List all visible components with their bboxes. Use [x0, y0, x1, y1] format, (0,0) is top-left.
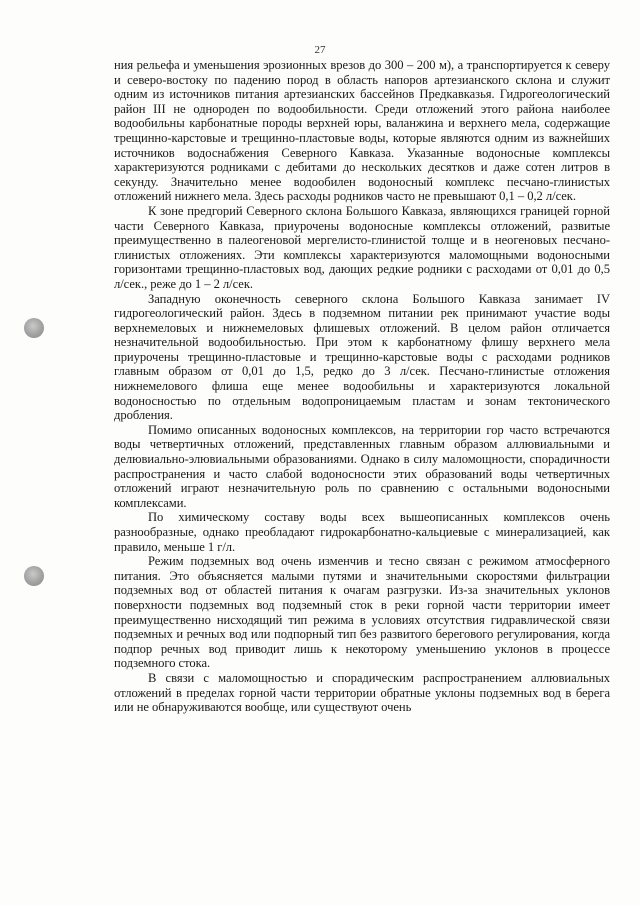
paragraph: В связи с маломощностью и спорадическим распространением аллювиальных отложений в пределах горной части территории обратные уклоны подземных вод в берега или не обнаруживаются вообще, или существуют очень: [114, 670, 610, 715]
paragraph: Режим подземных вод очень изменчив и тесно связан с режимом атмосферного питания. Это объясняется малыми путями и значительными скоростями фильтрации подземных вод от областей питания к очагам разгрузки. Из-за значительных уклонов поверхности подземных вод подземный сток в реки горной части территории имеет преимущественно нисходящий тип режима в условиях отсутствия гидравлической связи подземных и речных вод или подпорный тип без развитого берегового регулирования, когда подпор речных вод приводит лишь к некоторому уменьшению уклонов в процессе подземного стока.: [114, 554, 610, 671]
paragraph: К зоне предгорий Северного склона Большого Кавказа, являющихся границей горной части Северного Кавказа, приурочены водоносные комплексы отложений, развитые преимущественно в палеогеновой мергелисто-глинистой толще и в неогеновых песчано-глинистых отложениях. Эти комплексы характеризуются маломощными водоносными горизонтами трещинно-пластовых вод, дающих редкие родники с расходами от 0,01 до 0,5 л/сек., реже до 1 – 2 л/сек.: [114, 203, 610, 291]
document-body: [114, 58, 610, 715]
paragraph: По химическому составу воды всех вышеописанных комплексов очень разнообразные, однако преобладают гидрокарбонатно-кальциевые с минерализацией, как правило, меньше 1 г/л.: [114, 510, 610, 554]
paragraph: Помимо описанных водоносных комплексов, на территории гор часто встречаются воды четвертичных отложений, представленных главным образом аллювиальными и делювиально-элювиальными образованиями. Однако в силу маломощности, спорадичности распространения и часто слабой водоносности этих образований воды четвертичных отложений играют незначительную роль по сравнению с остальными водоносными комплексами.: [114, 422, 610, 510]
punch-hole: [24, 318, 44, 338]
punch-hole: [24, 566, 44, 586]
paragraph: ния рельефа и уменьшения эрозионных врезов до 300 – 200 м), а транспортируется к северу и северо-востоку по падению пород в область напоров артезианского склона и служит одним из источников питания артезианских бассейнов Предкавказья. Гидрогеологический район III не однороден по водообильности. Среди отложений этого района наиболее водообильны карбонатные породы верхней юры, валанжина и верхнего мела, содержащие трещинно-карстовые и трещинно-пластовые воды, которые являются одним из важнейших источников водоснабжения Северного Кавказа. Указанные водоносные комплексы характеризуются родниками с дебитами до нескольких десятков и даже сотен литров в секунду. Значительно менее водообилен водоносный комплекс песчано-глинистых отложений нижнего мела. Здесь расходы родников часто не превышают 0,1 – 0,2 л/сек.: [114, 58, 610, 204]
paragraph: Западную оконечность северного склона Большого Кавказа занимает IV гидрогеологический район. Здесь в подземном питании рек принимают участие воды верхнемеловых и нижнемеловых флишевых отложений. В целом район отличается незначительной водообильностью. При этом к карбонатному флишу верхнего мела приурочены трещинно-пластовые и трещинно-карстовые воды с расходами родников главным образом от 0,01 до 1,5, редко до 3 л/сек. Песчано-глинистые отложения нижнемелового флиша еще менее водообильны и характеризуются локальной водоносностью по отдельным водопроницаемым пластам и зонам тектонического дробления.: [114, 291, 610, 423]
page-number: 27: [314, 44, 326, 56]
